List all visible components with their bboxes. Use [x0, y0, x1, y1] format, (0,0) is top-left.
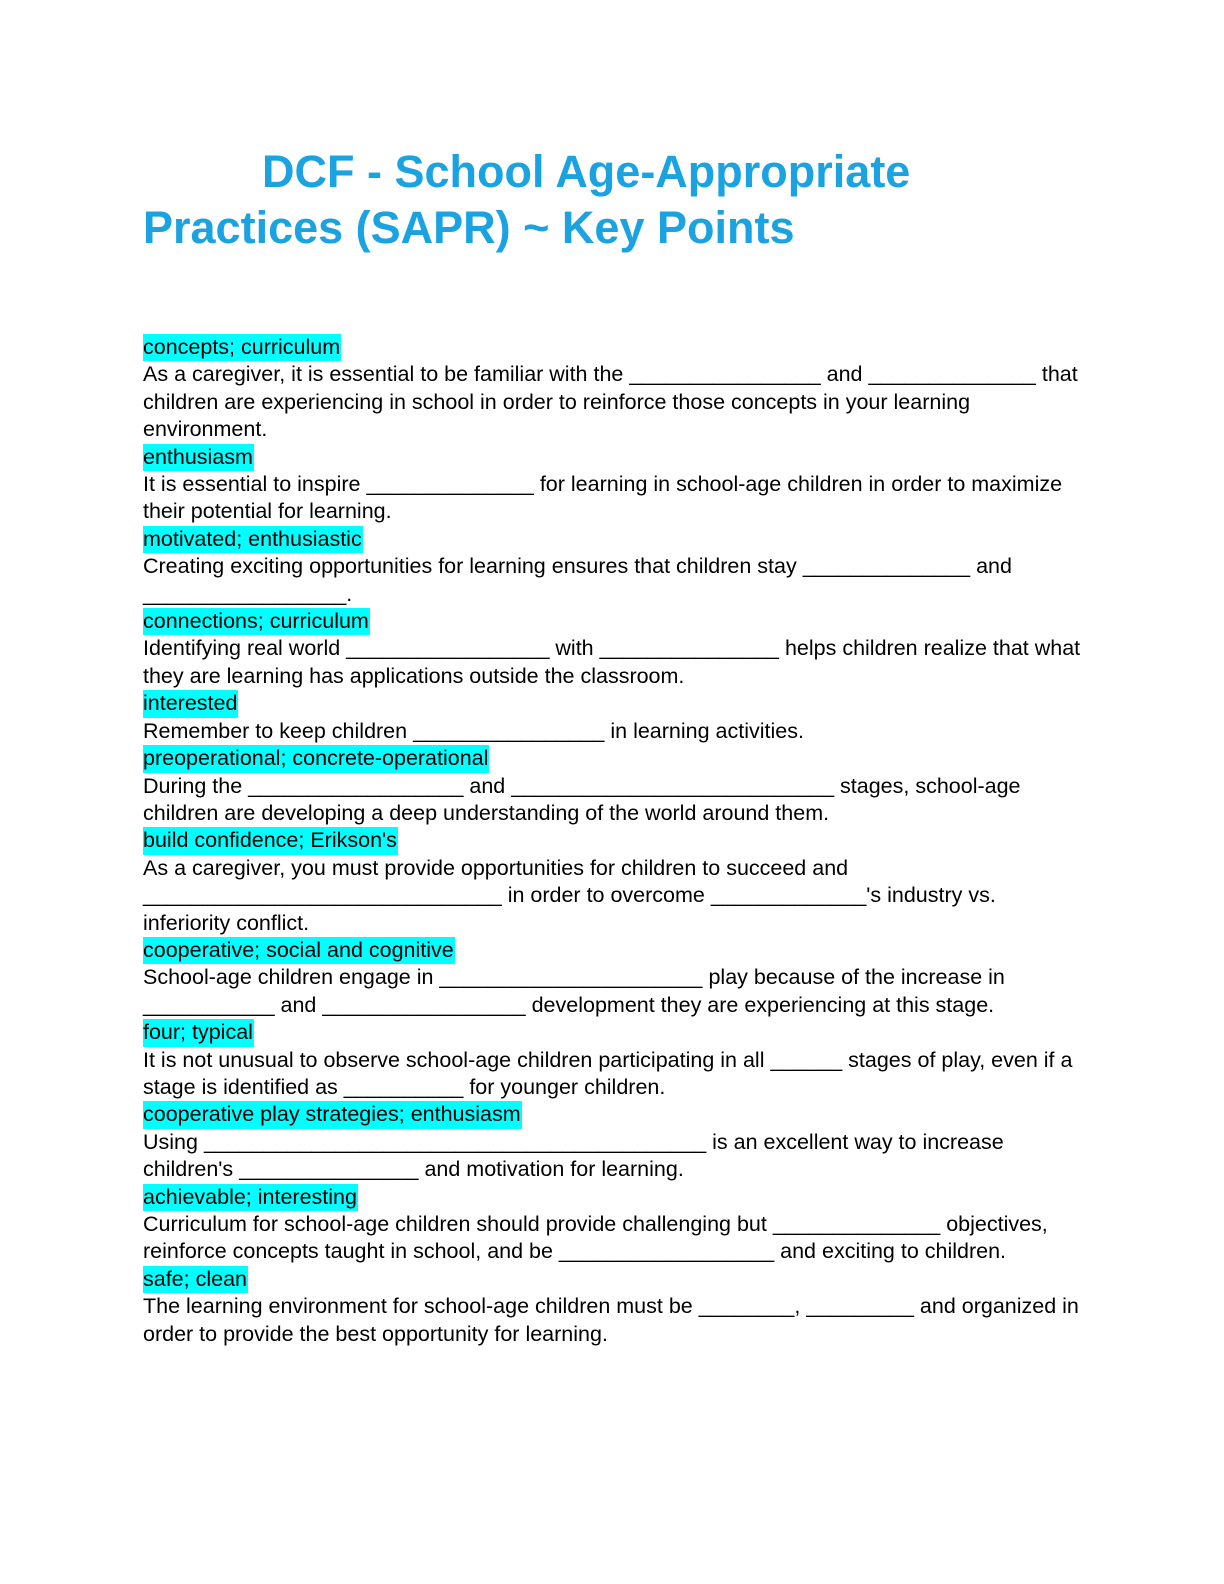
flashcard-item [143, 1101, 1083, 1183]
question-text: As a caregiver, you must provide opportunities for children to succeed and ______________________________ in order to overcome _____________'s industry vs. inferiority conflict. [143, 855, 996, 935]
answer-highlight: four; typical [143, 1019, 254, 1046]
question-text: It is essential to inspire ______________ for learning in school-age children in order to maximize their potential for learning. [143, 472, 1063, 524]
question-text: Creating exciting opportunities for learning ensures that children stay ______________ and _________________. [143, 554, 1012, 606]
answer-highlight: cooperative play strategies; enthusiasm [143, 1101, 522, 1128]
question-text: Using __________________________________________ is an excellent way to increase children's _______________ and motivation for learning. [143, 1129, 1004, 1182]
flashcard-item [143, 444, 1083, 526]
flashcard-list [143, 334, 1083, 1348]
question-text: Curriculum for school-age children should provide challenging but ______________ objectives, reinforce concepts taught in school, and be __________________ and exciting to children. [143, 1212, 1048, 1264]
flashcard-item [143, 1184, 1083, 1266]
flashcard-item [143, 1019, 1083, 1101]
question-text: The learning environment for school-age children must be ________, _________ and organized in order to provide the best opportunity for learning. [143, 1294, 1079, 1346]
question-text: It is not unusual to observe school-age children participating in all ______ stages of play, even if a stage is identified as __________ for younger children. [143, 1047, 1073, 1099]
answer-highlight: cooperative; social and cognitive [143, 937, 455, 964]
flashcard-item [143, 526, 1083, 608]
answer-highlight: enthusiasm [143, 444, 254, 471]
question-text: As a caregiver, it is essential to be familiar with the ________________ and ______________ that children are experiencing in school in order to reinforce those concepts in your learning environment. [143, 362, 1078, 442]
answer-highlight: preoperational; concrete-operational [143, 745, 489, 772]
answer-highlight: connections; curriculum [143, 608, 370, 635]
answer-highlight: interested [143, 690, 238, 717]
flashcard-item [143, 334, 1083, 444]
question-text: Remember to keep children ________________ in learning activities. [143, 718, 804, 743]
document-title [143, 144, 1083, 256]
question-text: Identifying real world _________________ with _______________ helps children realize that what they are learning has applications outside the classroom. [143, 636, 1081, 688]
question-text: During the __________________ and ___________________________ stages, school-age children are developing a deep understanding of the world around them. [143, 773, 1021, 825]
flashcard-item [143, 827, 1083, 937]
title-line-1: DCF - School Age-Appropriate [262, 146, 911, 197]
question-text: School-age children engage in ______________________ play because of the increase in ___________ and _________________ development they are experiencing at this stage. [143, 965, 1005, 1017]
answer-highlight: concepts; curriculum [143, 334, 341, 361]
title-line-2: Practices (SAPR) ~ Key Points [143, 202, 795, 253]
flashcard-item [143, 1266, 1083, 1348]
flashcard-item [143, 937, 1083, 1019]
flashcard-item [143, 690, 1083, 745]
answer-highlight: safe; clean [143, 1266, 248, 1293]
answer-highlight: motivated; enthusiastic [143, 526, 363, 553]
flashcard-item [143, 608, 1083, 690]
flashcard-item [143, 745, 1083, 827]
answer-highlight: achievable; interesting [143, 1184, 358, 1211]
answer-highlight: build confidence; Erikson's [143, 827, 398, 854]
